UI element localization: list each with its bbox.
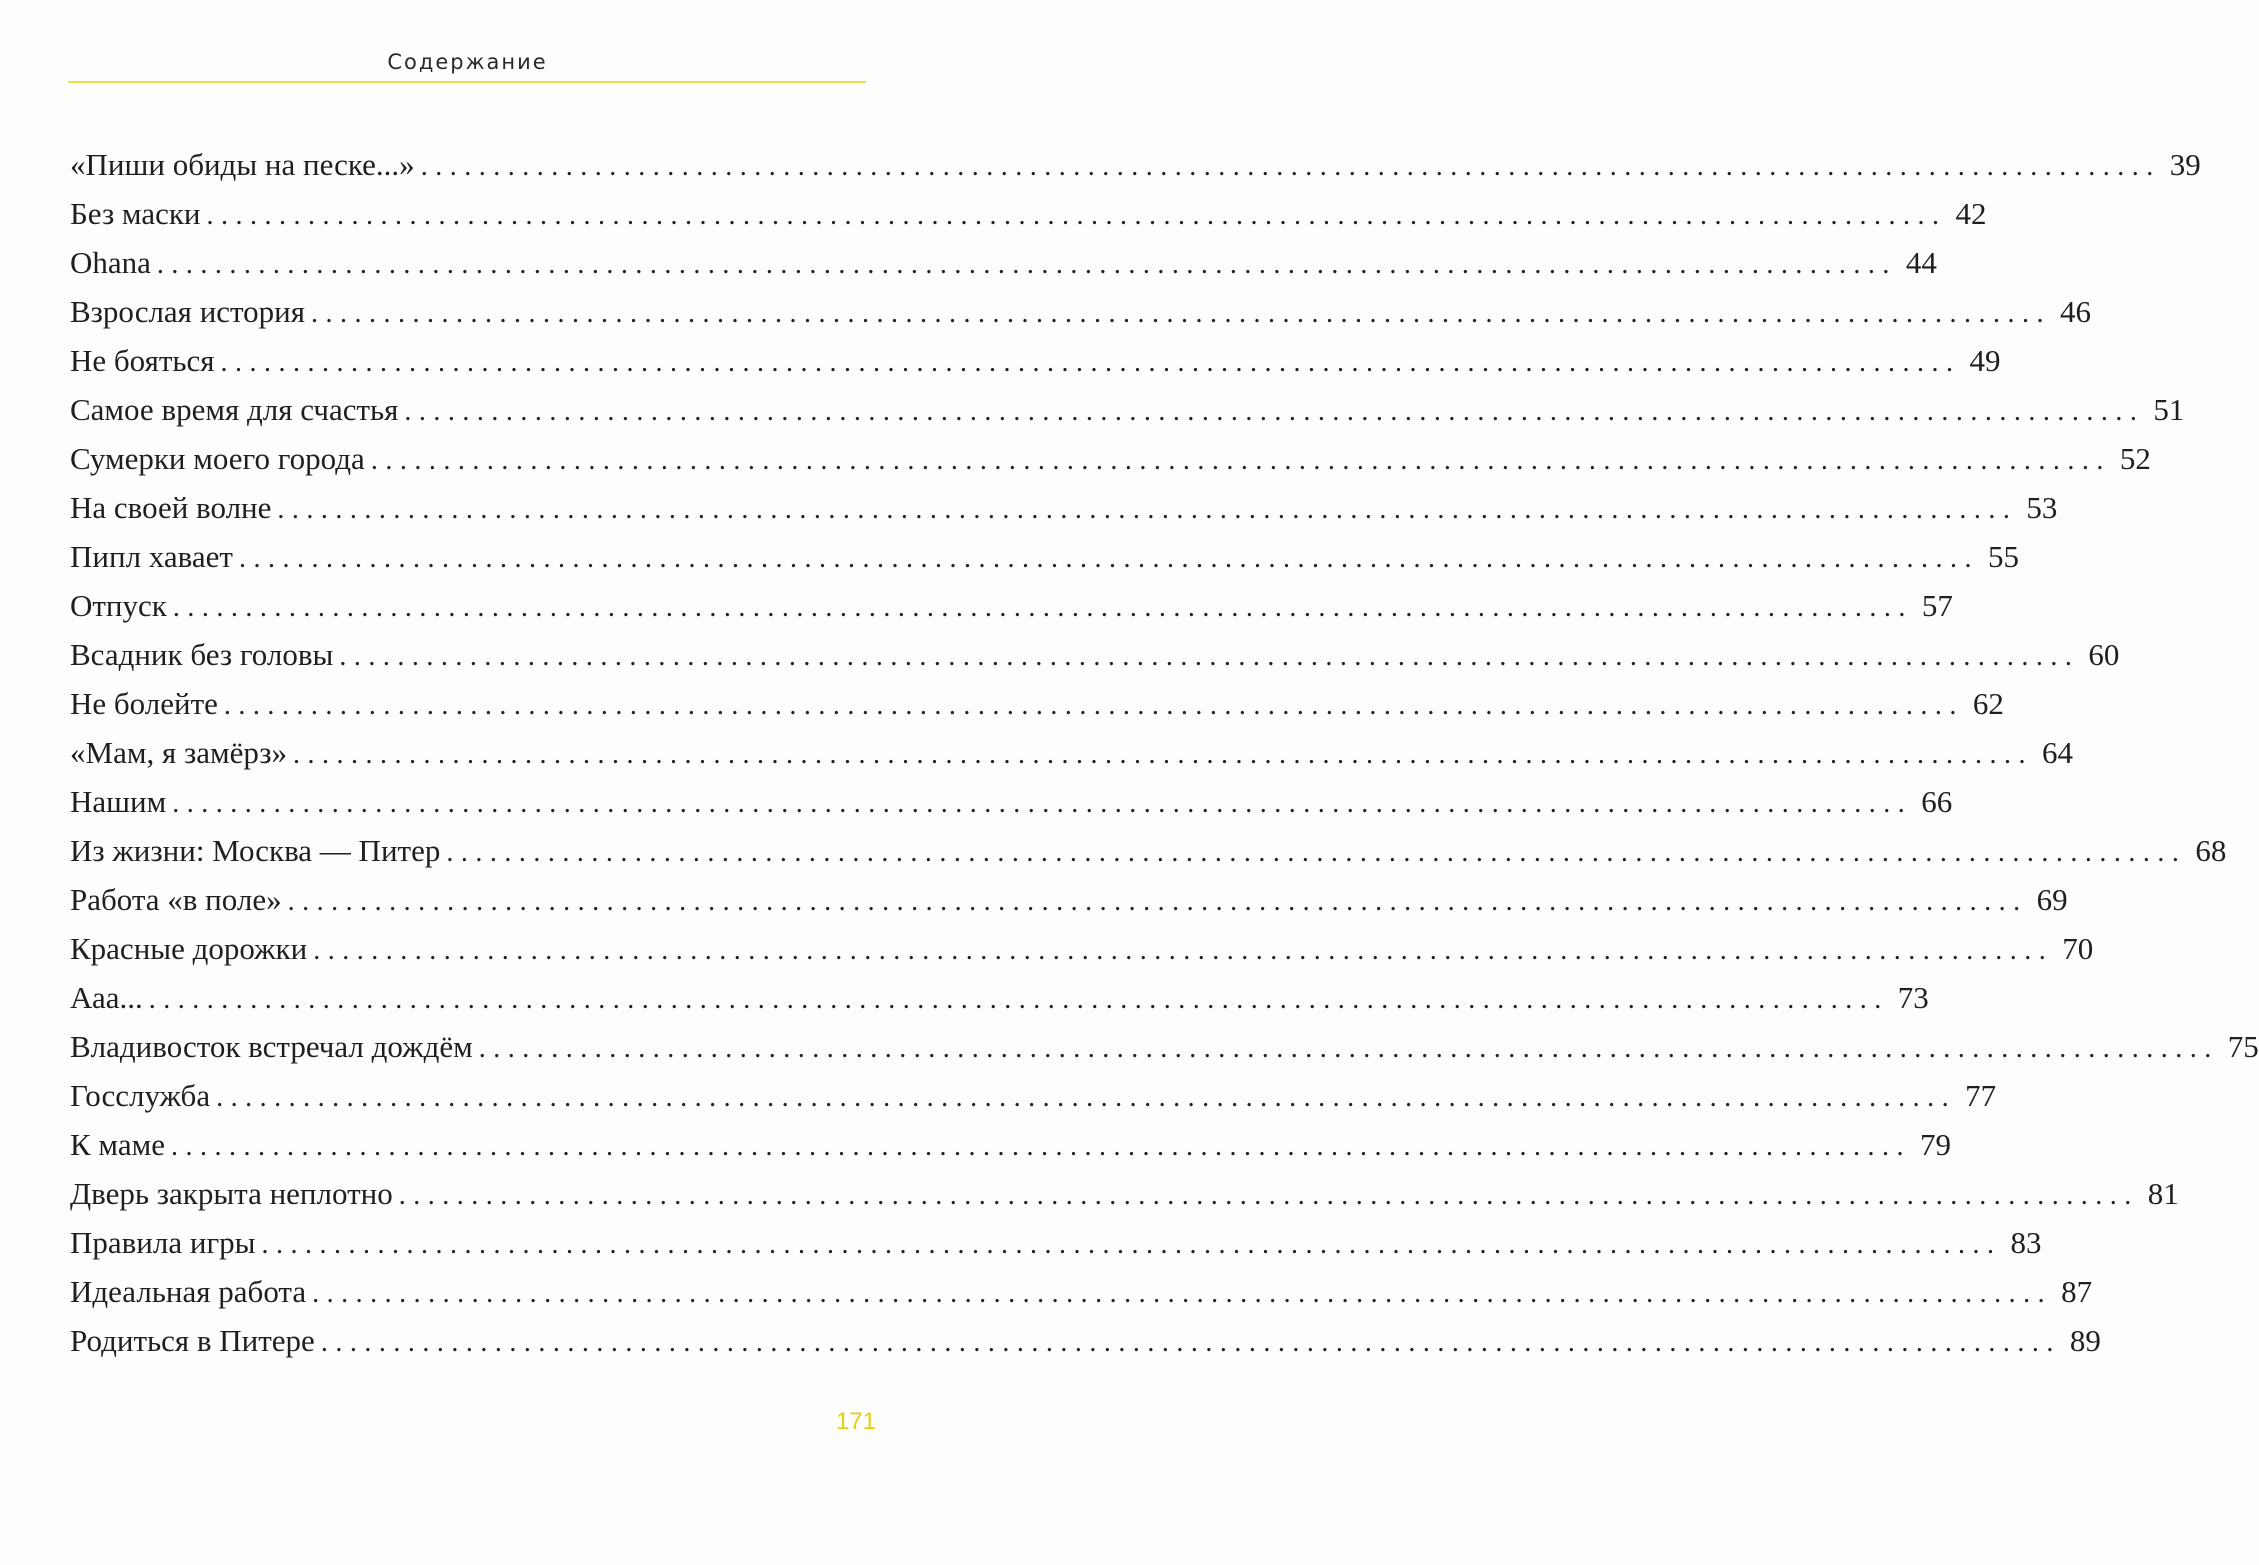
toc-entry[interactable] (70, 1022, 2259, 1071)
toc-entry-title: Работа «в поле» (70, 882, 282, 917)
toc-entry[interactable] (70, 1120, 1951, 1169)
toc-entry-title: Ааа... (70, 980, 143, 1015)
dot-leader: ........................................................................................................................ (320, 1327, 2061, 1358)
toc-entry-title: Сумерки моего города (70, 441, 365, 476)
dot-leader: ........................................................................................................................ (206, 200, 1947, 231)
dot-leader: ........................................................................................................................ (370, 445, 2111, 476)
toc-entry-title: Идеальная работа (70, 1274, 307, 1309)
toc-entry[interactable] (70, 679, 2004, 728)
dot-leader: ........................................................................................................................ (238, 543, 1979, 574)
running-head: Содержание (387, 50, 548, 74)
toc-entry-title: Не бояться (70, 343, 215, 378)
toc-entry[interactable] (70, 483, 2058, 532)
toc-entry-page: 39 (2169, 147, 2201, 182)
dot-leader: ........................................................................................................................ (170, 1131, 1911, 1162)
toc-entry-title: Ohana (70, 245, 151, 280)
toc-entry-page: 66 (1921, 784, 1953, 819)
dot-leader: ........................................................................................................................ (216, 1082, 1957, 1113)
toc-entry-page: 81 (2147, 1176, 2179, 1211)
toc-entry[interactable] (70, 189, 1987, 238)
dot-leader: ........................................................................................................................ (311, 298, 2052, 329)
dot-leader: ........................................................................................................................ (339, 641, 2080, 672)
dot-leader: ........................................................................................................................ (220, 347, 1961, 378)
toc-entry-title: «Мам, я замёрз» (70, 735, 287, 770)
toc-entry-title: На своей волне (70, 490, 272, 525)
toc-entry-page: 79 (1919, 1127, 1951, 1162)
page-number: 171 (835, 1408, 876, 1435)
toc-entry-page: 42 (1955, 196, 1987, 231)
toc-entry[interactable] (70, 1218, 2042, 1267)
toc-entry-title: «Пиши обиды на песке...» (70, 147, 415, 182)
toc-entry-page: 75 (2227, 1029, 2259, 1064)
toc-entry-title: Пипл хавает (70, 539, 233, 574)
toc-entry-page: 57 (1921, 588, 1953, 623)
toc-entry[interactable] (70, 1169, 2179, 1218)
toc-entry-title: Из жизни: Москва — Питер (70, 833, 441, 868)
toc-entry[interactable] (70, 238, 1937, 287)
toc-entry-page: 46 (2060, 294, 2092, 329)
dot-leader: ........................................................................................................................ (287, 886, 2028, 917)
toc-entry[interactable] (70, 1071, 1997, 1120)
dot-leader: ........................................................................................................................ (172, 592, 1913, 623)
toc-entry-title: Красные дорожки (70, 931, 308, 966)
toc-entry[interactable] (70, 385, 2185, 434)
toc-entry[interactable] (70, 287, 2092, 336)
header-rule (68, 81, 866, 83)
toc-entry-page: 53 (2026, 490, 2058, 525)
toc-entry-page: 44 (1905, 245, 1937, 280)
toc-entry[interactable] (70, 973, 1929, 1022)
dot-leader: ........................................................................................................................ (223, 690, 1964, 721)
toc-entry-page: 68 (2195, 833, 2227, 868)
toc-entry-title: Дверь закрыта неплотно (70, 1176, 393, 1211)
toc-entry-title: Всадник без головы (70, 637, 334, 672)
table-of-contents (70, 140, 2259, 1365)
toc-entry[interactable] (70, 924, 2094, 973)
toc-entry-page: 51 (2153, 392, 2185, 427)
toc-entry-page: 69 (2036, 882, 2068, 917)
dot-leader: ........................................................................................................................ (446, 837, 2187, 868)
toc-entry-title: К маме (70, 1127, 165, 1162)
toc-entry-page: 87 (2061, 1274, 2093, 1309)
toc-entry[interactable] (70, 336, 2001, 385)
toc-entry[interactable] (70, 630, 2120, 679)
toc-entry[interactable] (70, 777, 1953, 826)
toc-entry-title: Родиться в Питере (70, 1323, 315, 1358)
toc-entry[interactable] (70, 1267, 2093, 1316)
dot-leader: ........................................................................................................................ (404, 396, 2145, 427)
toc-entry-title: Не болейте (70, 686, 218, 721)
toc-entry-title: Отпуск (70, 588, 167, 623)
toc-entry[interactable] (70, 875, 2068, 924)
toc-entry[interactable] (70, 434, 2151, 483)
dot-leader: ........................................................................................................................ (172, 788, 1913, 819)
toc-entry-page: 52 (2119, 441, 2151, 476)
dot-leader: ........................................................................................................................ (478, 1033, 2219, 1064)
toc-entry[interactable] (70, 728, 2073, 777)
toc-entry[interactable] (70, 826, 2227, 875)
toc-entry-title: Правила игры (70, 1225, 256, 1260)
dot-leader: ........................................................................................................................ (312, 1278, 2053, 1309)
toc-entry[interactable] (70, 532, 2019, 581)
toc-entry[interactable] (70, 140, 2201, 189)
toc-entry-page: 55 (1987, 539, 2019, 574)
dot-leader: ........................................................................................................................ (156, 249, 1897, 280)
dot-leader: ........................................................................................................................ (277, 494, 2018, 525)
toc-entry-title: Нашим (70, 784, 167, 819)
toc-entry-page: 73 (1897, 980, 1929, 1015)
toc-entry-title: Госслужба (70, 1078, 211, 1113)
dot-leader: ........................................................................................................................ (313, 935, 2054, 966)
toc-entry-title: Взрослая история (70, 294, 306, 329)
toc-entry[interactable] (70, 1316, 2101, 1365)
toc-entry-page: 70 (2062, 931, 2094, 966)
toc-entry-page: 77 (1965, 1078, 1997, 1113)
toc-entry-title: Владивосток встречал дождём (70, 1029, 473, 1064)
dot-leader: ........................................................................................................................ (261, 1229, 2002, 1260)
dot-leader: ........................................................................................................................ (148, 984, 1889, 1015)
dot-leader: ........................................................................................................................ (398, 1180, 2139, 1211)
toc-entry-page: 64 (2041, 735, 2073, 770)
toc-entry-page: 89 (2069, 1323, 2101, 1358)
toc-entry-page: 60 (2088, 637, 2120, 672)
toc-entry-page: 49 (1969, 343, 2001, 378)
dot-leader: ........................................................................................................................ (292, 739, 2033, 770)
toc-entry-title: Самое время для счастья (70, 392, 399, 427)
toc-entry-title: Без маски (70, 196, 201, 231)
toc-entry-page: 83 (2010, 1225, 2042, 1260)
dot-leader: ........................................................................................................................ (420, 151, 2161, 182)
toc-entry-page: 62 (1972, 686, 2004, 721)
toc-entry[interactable] (70, 581, 1953, 630)
